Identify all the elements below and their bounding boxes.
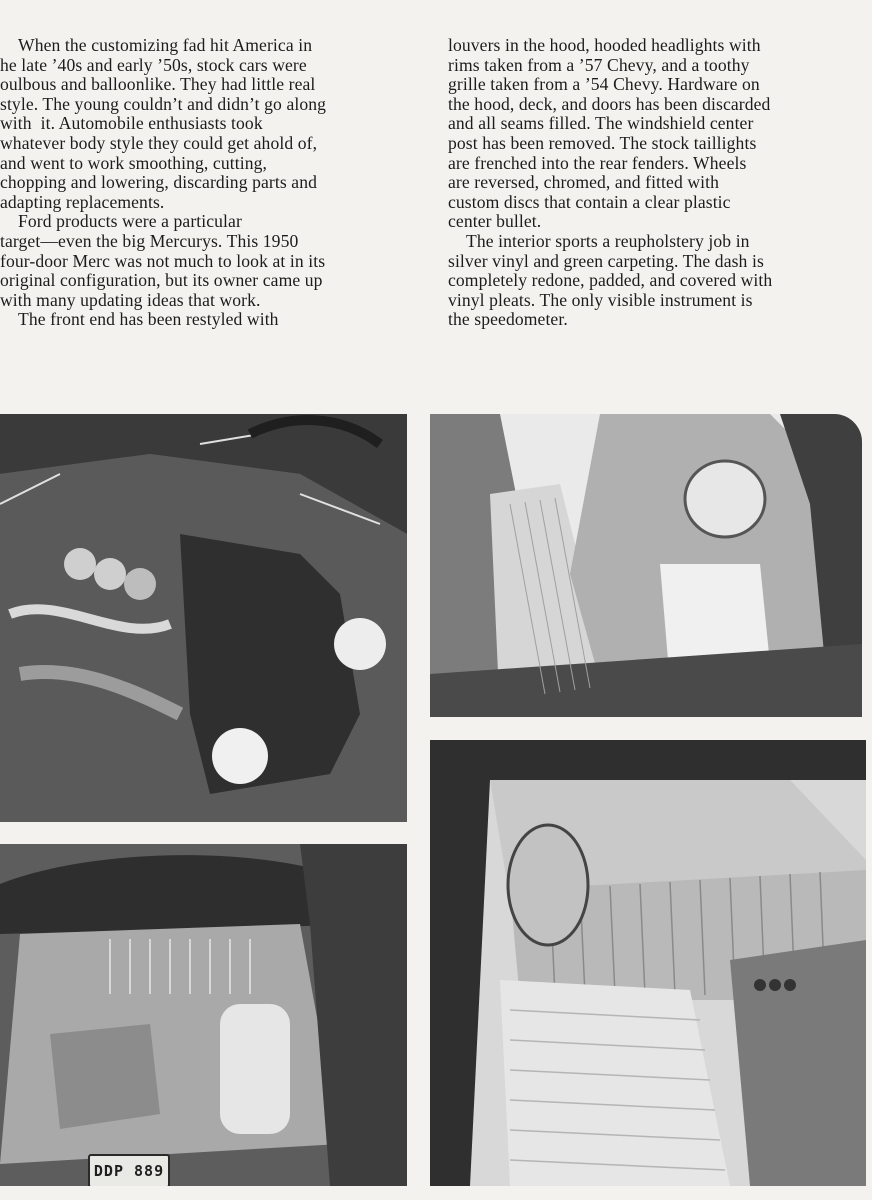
paragraph-line: are frenched into the rear fenders. Wheels xyxy=(448,152,747,173)
paragraph-line: center bullet. xyxy=(448,211,542,232)
paragraph-line: four-door Merc was not much to look at in its xyxy=(0,250,326,271)
paragraph-line: original configuration, but its owner came up xyxy=(0,270,323,291)
door-interior-illustration xyxy=(430,414,862,717)
paragraph-line: The interior sports a reupholstery job in xyxy=(466,230,750,251)
article-right-column xyxy=(448,36,868,330)
paragraph-line: rims taken from a ’57 Chevy, and a toothy xyxy=(448,54,750,75)
interior-seat-illustration xyxy=(430,740,866,1186)
interior-seat-photo xyxy=(430,740,866,1186)
engine-bay-illustration xyxy=(0,414,407,822)
paragraph-line: Ford products were a particular xyxy=(18,211,242,232)
paragraph-line: adapting replacements. xyxy=(0,191,165,212)
paragraph-line: oulbous and balloonlike. They had little real xyxy=(0,74,316,95)
paragraph-line: silver vinyl and green carpeting. The dash is xyxy=(448,250,764,271)
paragraph-line: and went to work smoothing, cutting, xyxy=(0,152,267,173)
engine-bay-photo xyxy=(0,414,407,822)
paragraph-line: vinyl pleats. The only visible instrument is xyxy=(448,289,753,310)
paragraph-line: and all seams filled. The windshield center xyxy=(448,113,754,134)
paragraph-line: The front end has been restyled with xyxy=(18,309,279,330)
paragraph-line: style. The young couldn’t and didn’t go along xyxy=(0,93,327,114)
door-interior-photo xyxy=(430,414,862,717)
paragraph-line: are reversed, chromed, and fitted with xyxy=(448,172,720,193)
license-plate: DDP 889 xyxy=(88,1154,170,1186)
paragraph-line: chopping and lowering, discarding parts and xyxy=(0,172,318,193)
paragraph-line: target—even the big Mercurys. This 1950 xyxy=(0,230,299,251)
paragraph-line: custom discs that contain a clear plastic xyxy=(448,191,731,212)
paragraph-line: with it. Automobile enthusiasts took xyxy=(0,113,263,134)
trunk-illustration xyxy=(0,844,407,1186)
paragraph-line: grille taken from a ’54 Chevy. Hardware on xyxy=(448,74,760,95)
article-left-column xyxy=(0,36,420,330)
paragraph-line: completely redone, padded, and covered with xyxy=(448,270,773,291)
paragraph-line: whatever body style they could get ahold of, xyxy=(0,132,318,153)
paragraph-line: louvers in the hood, hooded headlights with xyxy=(448,35,761,55)
trunk-photo xyxy=(0,844,407,1186)
paragraph-line: he late ’40s and early ’50s, stock cars were xyxy=(0,54,307,75)
paragraph-line: the hood, deck, and doors has been discarded xyxy=(448,93,771,114)
paragraph-line: post has been removed. The stock taillights xyxy=(448,132,757,153)
paragraph-line: with many updating ideas that work. xyxy=(0,289,261,310)
paragraph-line: When the customizing fad hit America in xyxy=(18,35,313,55)
paragraph-line: the speedometer. xyxy=(448,309,568,330)
